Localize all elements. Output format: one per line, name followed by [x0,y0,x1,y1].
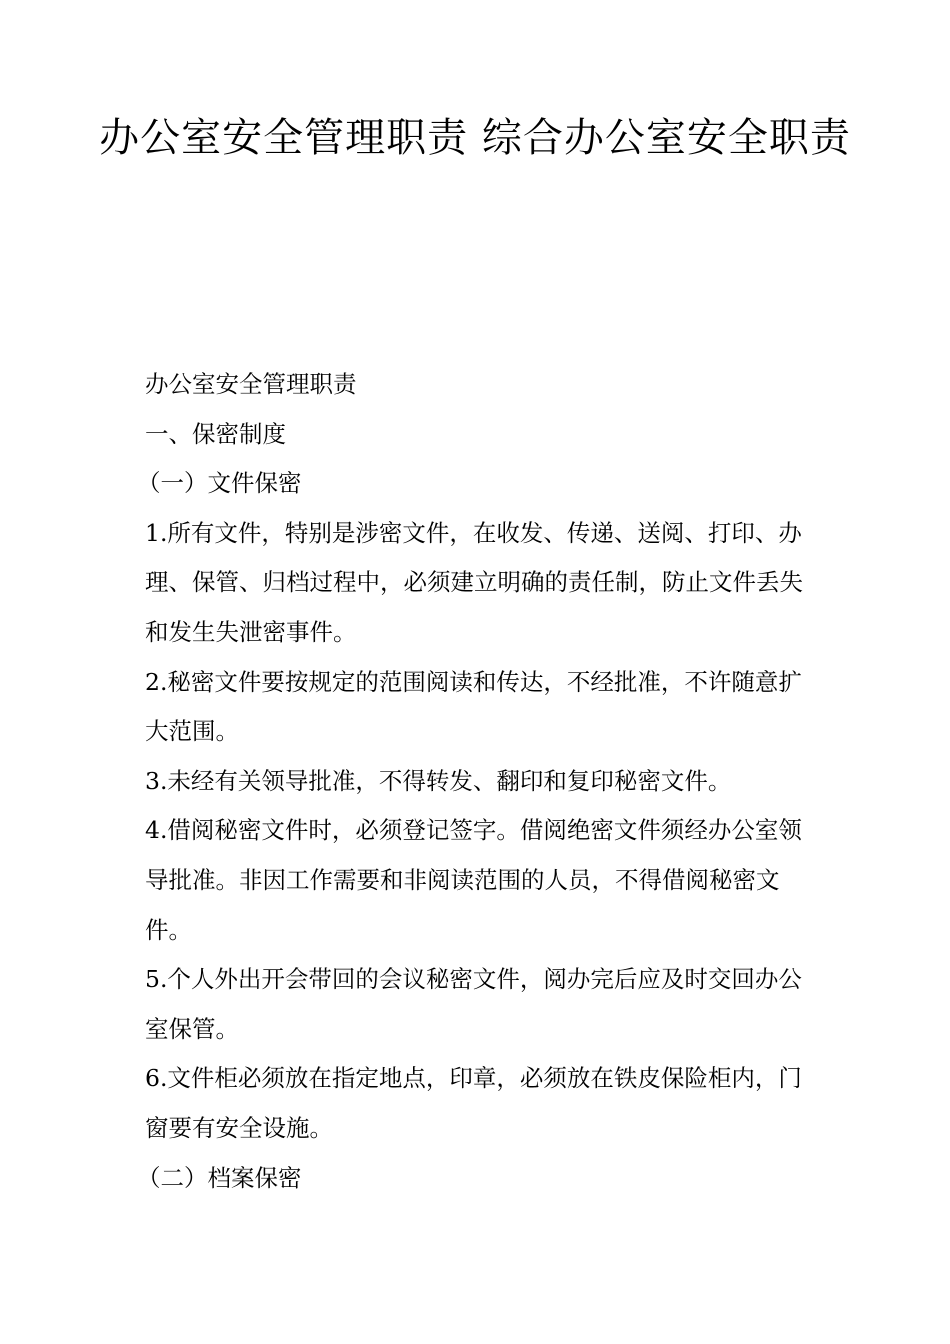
paragraph: 6.文件柜必须放在指定地点，印章，必须放在铁皮保险柜内，门窗要有安全设施。 [145,1064,802,1142]
document-body [137,360,810,1203]
subsection-heading: （一）文件保密 [137,469,302,498]
paragraph: 3.未经有关领导批准，不得转发、翻印和复印秘密文件。 [145,766,732,795]
paragraph: 5.个人外出开会带回的会议秘密文件，阅办完后应及时交回办公室保管。 [145,965,802,1043]
section-heading: 办公室安全管理职责 [145,370,357,398]
subsection-heading: （二）档案保密 [137,1163,302,1192]
chapter-heading: 一、保密制度 [145,419,286,448]
paragraph: 1.所有文件，特别是涉密文件，在收发、传递、送阅、打印、办理、保管、归档过程中，必须建立明确的责任制，防止文件丢失和发生失泄密事件。 [145,518,803,646]
paragraph: 2.秘密文件要按规定的范围阅读和传达，不经批准，不许随意扩大范围。 [145,667,802,746]
paragraph: 4.借阅秘密文件时，必须登记签字。借阅绝密文件须经办公室领导批准。非因工作需要和非阅读范围的人员，不得借阅秘密文件。 [145,816,802,944]
document-title: 办公室安全管理职责 综合办公室安全职责 [99,115,851,161]
